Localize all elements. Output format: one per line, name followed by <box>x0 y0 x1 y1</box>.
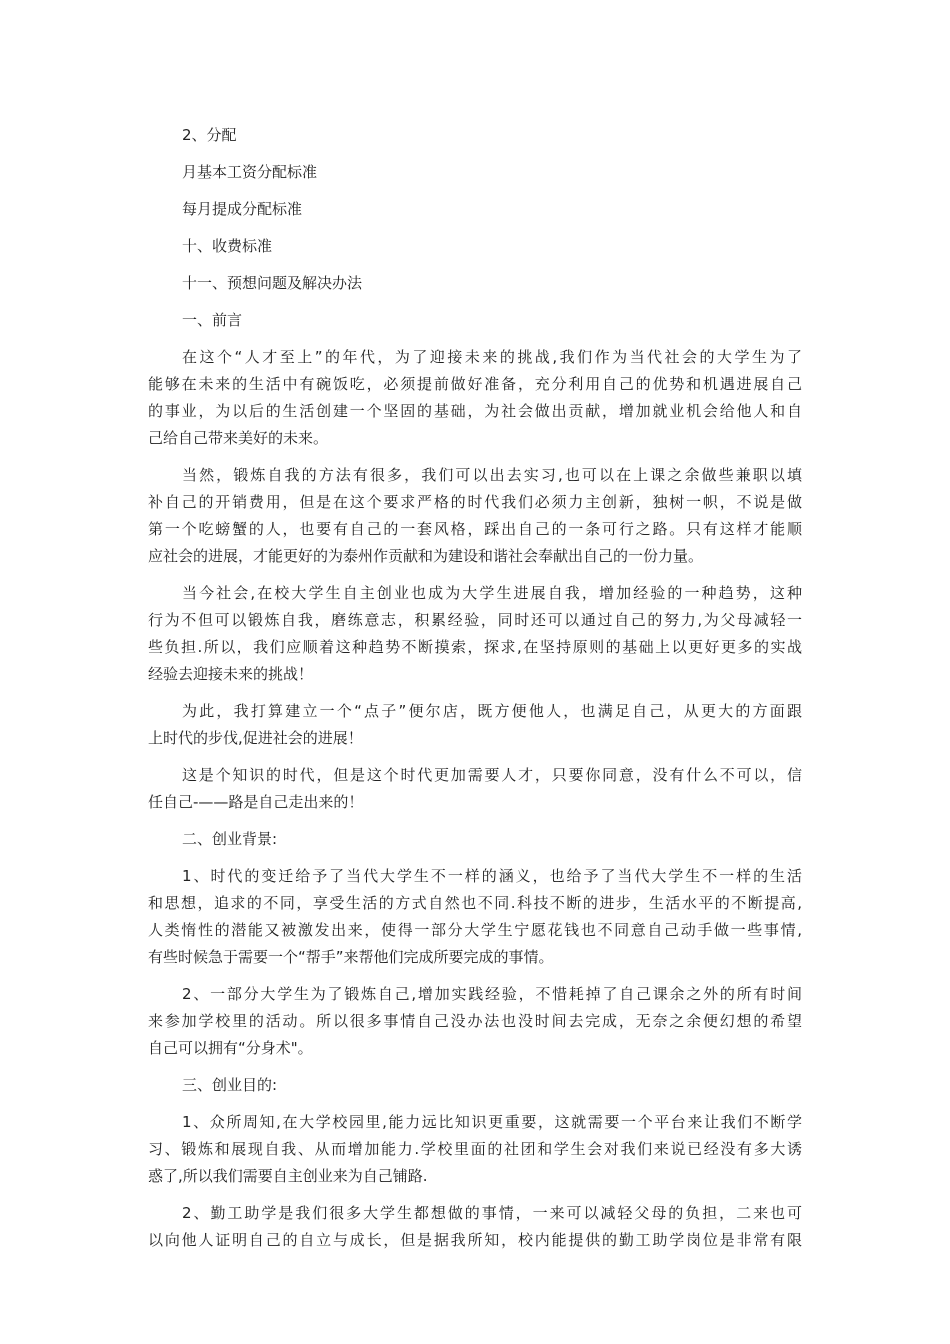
paragraph-line: 己给自己带来美好的未来。 <box>148 429 329 447</box>
paragraph-line: 2、勤工助学是我们很多大学生都想做的事情，一来可以减轻父母的负担，二来也可 <box>182 1204 802 1222</box>
paragraph-line: 自己可以拥有“分身术"。 <box>148 1039 313 1057</box>
paragraph-line: 来参加学校里的活动。所以很多事情自己没办法也没时间去完成，无奈之余便幻想的希望 <box>148 1012 802 1030</box>
paragraph-line: 行为不但可以锻炼自我，磨练意志，积累经验，同时还可以通过自己的努力,为父母减轻一 <box>148 611 802 629</box>
paragraph-line: 在这个“人才至上”的年代，为了迎接未来的挑战,我们作为当代社会的大学生为了 <box>182 348 802 366</box>
paragraph-line: 以向他人证明自己的自立与成长，但是据我所知，校内能提供的勤工助学岗位是非常有限 <box>148 1231 802 1249</box>
paragraph-line: 上时代的步伐,促进社会的进展！ <box>148 729 363 747</box>
paragraph-line: 习、锻炼和展现自我、从而增加能力.学校里面的社团和学生会对我们来说已经没有多大诱 <box>148 1140 802 1158</box>
paragraph-line: 1、众所周知,在大学校园里,能力远比知识更重要，这就需要一个平台来让我们不断学 <box>182 1113 802 1131</box>
paragraph-preface-2 <box>148 462 802 570</box>
paragraph-line: 1、时代的变迁给予了当代大学生不一样的涵义，也给予了当代大学生不一样的生活 <box>182 867 802 885</box>
paragraph-line: 任自己-——路是自己走出来的！ <box>148 793 364 811</box>
paragraph-purpose-2 <box>148 1200 802 1254</box>
paragraph-background-1 <box>148 863 802 971</box>
paragraph-preface-4 <box>148 698 802 752</box>
paragraph-preface-1 <box>148 344 802 452</box>
paragraph-line: 为此，我打算建立一个“点子”便尔店，既方便他人，也满足自己，从更大的方面跟 <box>182 702 802 720</box>
paragraph-line: 当然，锻炼自我的方法有很多，我们可以出去实习,也可以在上课之余做些兼职以填 <box>182 466 802 484</box>
paragraph-purpose-1 <box>148 1109 802 1190</box>
paragraph-line: 第一个吃螃蟹的人，也要有自己的一套风格，踩出自己的一条可行之路。只有这样才能顺 <box>148 520 802 538</box>
heading-business-purpose: 三、创业目的: <box>182 1076 278 1094</box>
heading-distribution: 2、分配 <box>182 126 237 144</box>
paragraph-line: 的事业，为以后的生活创建一个坚固的基础，为社会做出贡献，增加就业机会给他人和自 <box>148 402 802 420</box>
paragraph-line: 有些时候急于需要一个“帮手”来帮他们完成所要完成的事情。 <box>148 948 554 966</box>
paragraph-line: 2、一部分大学生为了锻炼自己,增加实践经验，不惜耗掉了自己课余之外的所有时间 <box>182 985 802 1003</box>
paragraph-background-2 <box>148 981 802 1062</box>
paragraph-line: 当今社会,在校大学生自主创业也成为大学生进展自我，增加经验的一种趋势，这种 <box>182 584 802 602</box>
heading-preface: 一、前言 <box>182 311 243 329</box>
paragraph-line: 能够在未来的生活中有碗饭吃，必须提前做好准备，充分利用自己的优势和机遇进展自己 <box>148 375 802 393</box>
paragraph-line: 些负担.所以，我们应顺着这种趋势不断摸索，探求,在坚持原则的基础上以更好更多的实战 <box>148 638 802 656</box>
document-body <box>148 122 802 1264</box>
paragraph-line: 应社会的进展，才能更好的为泰州作贡献和为建设和谐社会奉献出自己的一份力量。 <box>148 547 704 565</box>
paragraph-line: 惑了,所以我们需要自主创业来为自己铺路. <box>148 1167 428 1185</box>
heading-monthly-base-salary: 月基本工资分配标准 <box>182 163 318 181</box>
paragraph-line: 人类惰性的潜能又被激发出来，使得一部分大学生宁愿花钱也不同意自己动手做一些事情, <box>148 921 802 939</box>
heading-business-background: 二、创业背景: <box>182 830 278 848</box>
paragraph-line: 补自己的开销费用，但是在这个要求严格的时代我们必须力主创新，独树一帜，不说是做 <box>148 493 802 511</box>
heading-monthly-commission: 每月提成分配标准 <box>182 200 303 218</box>
paragraph-line: 和思想，追求的不同，享受生活的方式自然也不同.科技不断的进步，生活水平的不断提高, <box>148 894 802 912</box>
heading-anticipated-problems: 十一、预想问题及解决办法 <box>182 274 363 292</box>
heading-fee-standard: 十、收费标准 <box>182 237 273 255</box>
paragraph-line: 经验去迎接未来的挑战！ <box>148 665 314 683</box>
paragraph-line: 这是个知识的时代，但是这个时代更加需要人才，只要你同意，没有什么不可以，信 <box>182 766 802 784</box>
paragraph-preface-5 <box>148 762 802 816</box>
paragraph-preface-3 <box>148 580 802 688</box>
